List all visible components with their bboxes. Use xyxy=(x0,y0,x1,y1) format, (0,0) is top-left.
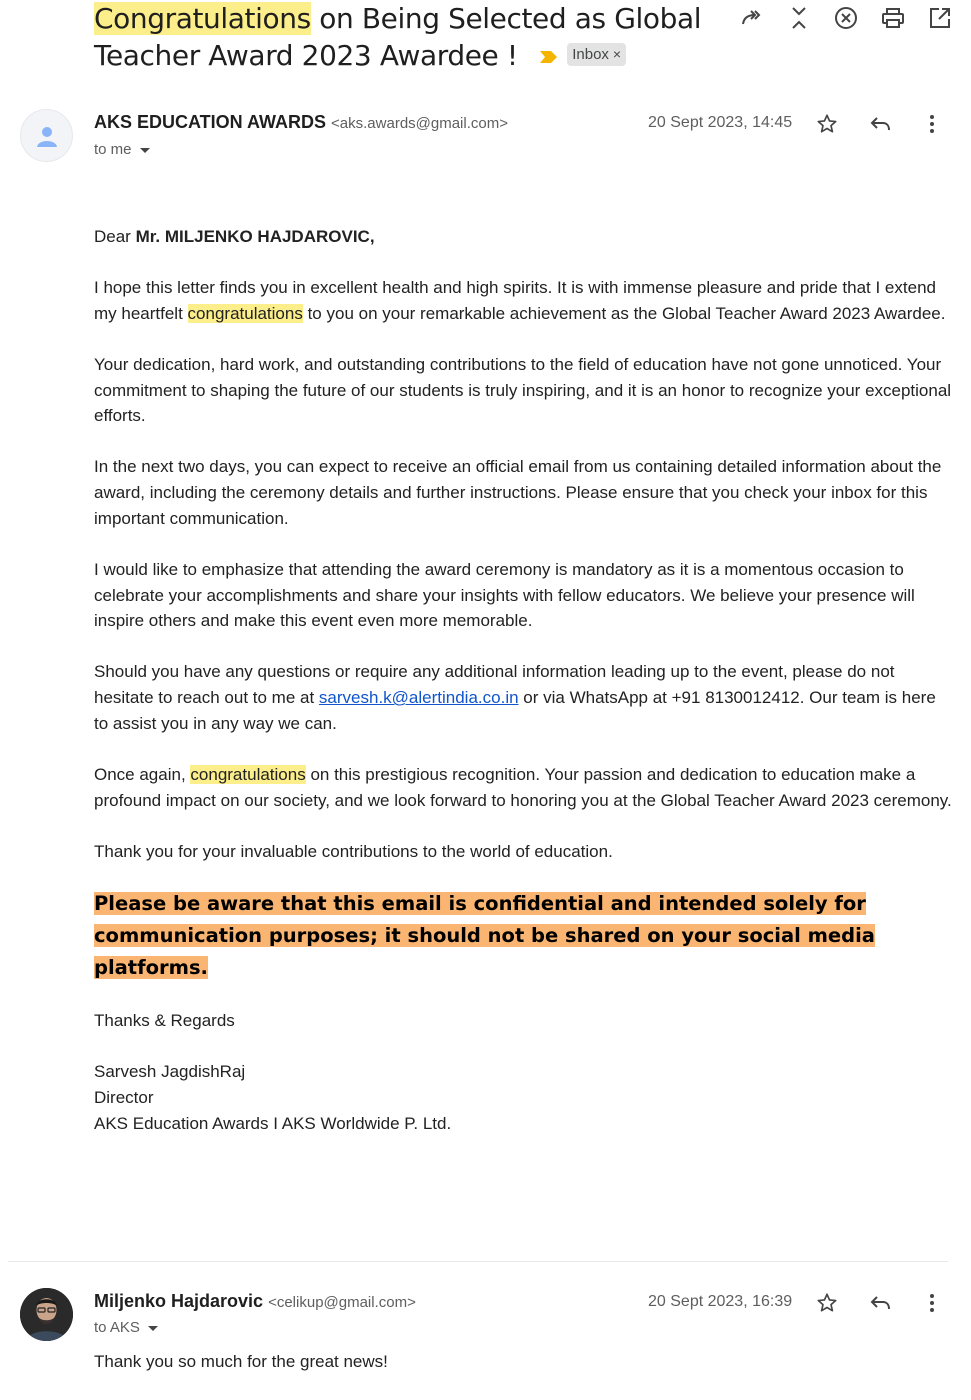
greeting xyxy=(94,224,954,250)
p5-text-b: or via WhatsApp at +91 8130012412. Our team is here to assist you in any way we can. xyxy=(94,688,936,733)
closing: Thanks & Regards xyxy=(94,1011,235,1031)
message-date: 20 Sept 2023, 14:45 xyxy=(648,114,793,131)
paragraph-1 xyxy=(94,275,954,326)
sender-email: <aks.awards@gmail.com> xyxy=(331,115,508,132)
p6-text-a: Once again, xyxy=(94,764,191,784)
signature-title: Director xyxy=(94,1088,154,1108)
star-icon[interactable] xyxy=(813,110,841,138)
paragraph-7: Thank you for your invaluable contributions to the world of education. xyxy=(94,841,613,861)
message2-body: Thank you so much for the great news! xyxy=(94,1352,388,1371)
inbox-label-chip xyxy=(567,43,626,66)
caret-down-icon[interactable] xyxy=(140,148,150,153)
p6-text-b: on this prestigious recognition. Your passion and dedication to education make a profound impact on our society, and we look forward to honoring you at the Global Teacher Award 2023 ceremony. xyxy=(94,764,952,810)
sender-name: Miljenko Hajdarovic xyxy=(94,1291,264,1311)
sender-email: <celikup@gmail.com> xyxy=(268,1294,416,1311)
signature-name: Sarvesh JagdishRaj xyxy=(94,1062,246,1082)
reply-icon[interactable] xyxy=(866,110,894,138)
forward-all-icon[interactable] xyxy=(728,4,775,32)
paragraph-5 xyxy=(94,659,954,736)
p1-highlight: congratulations xyxy=(187,303,303,323)
more-options-icon[interactable] xyxy=(918,1289,946,1317)
default-person-icon xyxy=(34,123,60,149)
sender-name: AKS EDUCATION AWARDS xyxy=(94,112,327,132)
p1-text-b: to you on your remarkable achievement as the Global Teacher Award 2023 Awardee. xyxy=(302,303,946,323)
subject-highlight: Congratulations xyxy=(94,2,311,35)
recipient-text: to AKS xyxy=(94,1319,140,1336)
sender-avatar[interactable] xyxy=(20,109,73,162)
paragraph-6 xyxy=(94,762,954,813)
paragraph-4: I would like to emphasize that attending the award ceremony is mandatory as it is a momentous occasion to celebrate your accomplishments and share your insights with fellow educators. We believe your presence will inspire others and make this event even more memorable. xyxy=(94,559,915,631)
contact-email-link[interactable]: sarvesh.k@alertindia.co.in xyxy=(318,688,519,708)
open-new-window-icon[interactable] xyxy=(916,4,963,32)
recipient-details[interactable] xyxy=(94,140,150,160)
collapse-icon[interactable] xyxy=(775,4,822,32)
p1-text-a: I hope this letter finds you in excellent health and high spirits. It is with immense pleasure and pride that I extend my heartfelt xyxy=(94,278,936,323)
importance-marker-icon[interactable] xyxy=(540,51,557,63)
paragraph-2: Your dedication, hard work, and outstanding contributions to the field of education have not gone unnoticed. Your commitment to shaping the future of our students is truly inspiring, and it is an honor to recognize your exceptional efforts. xyxy=(94,354,952,426)
signature xyxy=(94,1059,954,1136)
thread-toolbar xyxy=(728,4,963,32)
message1-sender xyxy=(94,110,508,136)
caret-down-icon[interactable] xyxy=(148,1326,158,1331)
recipient-details[interactable] xyxy=(94,1318,158,1338)
more-options-icon[interactable] xyxy=(918,110,946,138)
signature-org: AKS Education Awards I AKS Worldwide P. Ltd. xyxy=(94,1113,452,1133)
warning-text: Please be aware that this email is confidential and intended solely for communication purposes; it should not be shared on your social media platforms. xyxy=(94,892,875,980)
message-date: 20 Sept 2023, 16:39 xyxy=(648,1293,793,1310)
greeting-prefix: Dear xyxy=(94,227,136,246)
remove-label-icon[interactable]: × xyxy=(612,45,622,62)
profile-photo-icon xyxy=(20,1288,73,1341)
paragraph-3: In the next two days, you can expect to receive an official email from us containing detailed information about the award, including the ceremony details and further instructions. Please ensure that you check your inbox for this important communication. xyxy=(94,457,942,528)
print-icon[interactable] xyxy=(869,4,916,32)
greeting-name: Mr. MILJENKO HAJDAROVIC, xyxy=(135,227,375,246)
sender-avatar-photo[interactable] xyxy=(20,1288,73,1341)
message2-sender xyxy=(94,1289,416,1315)
star-icon[interactable] xyxy=(813,1289,841,1317)
inbox-label-text: Inbox xyxy=(572,45,609,63)
message1-body xyxy=(94,224,954,1137)
p5-text-a: Should you have any questions or require any additional information leading up to the event, please do not hesitate to reach out to me at xyxy=(94,662,895,708)
subject-text: on Being Selected as Global Teacher Award 2023 Awardee ! xyxy=(94,2,702,72)
confidentiality-warning xyxy=(94,888,954,984)
reply-icon[interactable] xyxy=(866,1289,894,1317)
p6-highlight: congratulations xyxy=(190,764,306,784)
recipient-text: to me xyxy=(94,141,132,158)
message-divider xyxy=(8,1261,948,1262)
cancel-icon[interactable] xyxy=(822,4,869,32)
email-subject xyxy=(94,0,714,74)
